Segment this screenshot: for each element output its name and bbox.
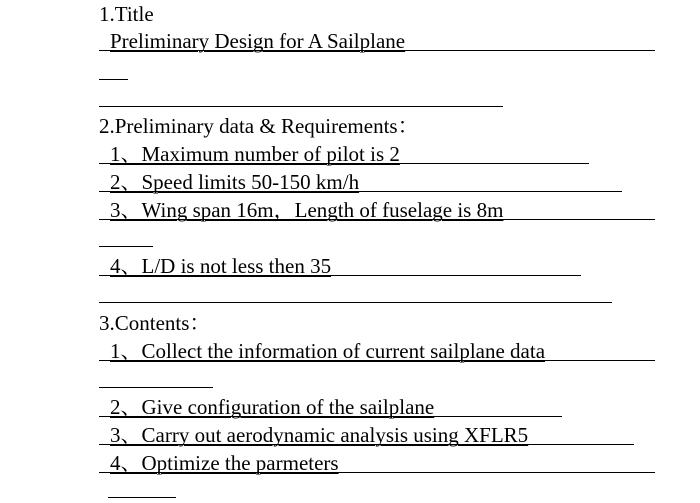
contents-item-2: 2、Give configuration of the sailplane xyxy=(110,395,435,419)
section-requirements-heading: 2.Preliminary data & Requirements： xyxy=(99,114,419,138)
contents-item-1: 1、Collect the information of current sailplane data xyxy=(110,339,546,363)
contents-line-4 xyxy=(99,472,655,473)
requirement-blank-line-2 xyxy=(99,302,612,303)
section-title-heading: 1.Title xyxy=(99,2,154,26)
contents-item-3: 3、Carry out aerodynamic analysis using XFLR5 xyxy=(110,423,529,447)
title-blank-line-2 xyxy=(99,79,128,80)
contents-line-2 xyxy=(99,416,562,417)
requirement-item-2: 2、Speed limits 50-150 km/h xyxy=(110,170,360,194)
title-blank-line-3 xyxy=(99,106,503,107)
section-contents-heading: 3.Contents： xyxy=(99,311,211,335)
contents-item-4: 4、Optimize the parmeters xyxy=(110,451,339,475)
requirement-blank-line xyxy=(99,246,153,247)
contents-blank-line xyxy=(99,387,213,388)
requirement-line-1 xyxy=(99,163,589,164)
requirement-item-1: 1、Maximum number of pilot is 2 xyxy=(110,142,400,166)
requirement-line-3 xyxy=(99,219,655,220)
contents-line-1 xyxy=(99,360,655,361)
title-text: Preliminary Design for A Sailplane xyxy=(110,29,406,53)
requirement-item-3: 3、Wing span 16m，Length of fuselage is 8m xyxy=(110,198,504,222)
requirement-item-4: 4、L/D is not less then 35 xyxy=(110,254,332,278)
title-blank-line-1 xyxy=(99,50,655,51)
contents-blank-line-2 xyxy=(108,497,176,498)
contents-line-3 xyxy=(99,444,634,445)
requirement-line-2 xyxy=(99,191,622,192)
requirement-line-4 xyxy=(99,275,581,276)
